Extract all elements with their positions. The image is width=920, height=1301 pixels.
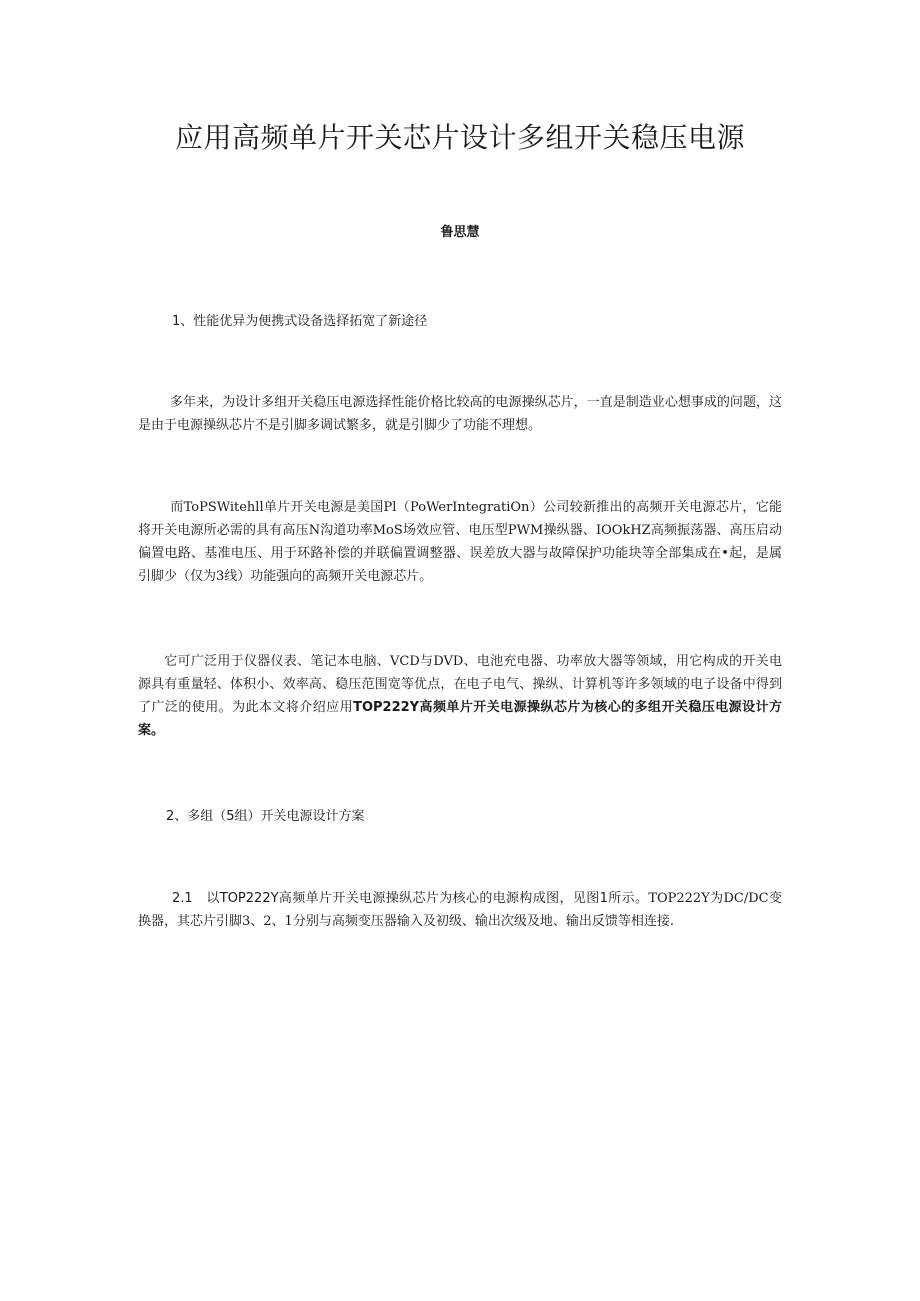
paragraph-4 [138,887,782,933]
document-title: 应用高频单片开关芯片设计多组开关稳压电源 [174,121,745,154]
paragraph-1-text: 多年来，为设计多组开关稳压电源选择性能价格比较高的电源操纵芯片，一直是制造业心想事成的问题，这是由于电源操纵芯片不是引脚多调试繁多，就是引脚少了功能不理想。 [138,395,782,433]
paragraph-3-text: 它可广泛用于仪器仪表、笔记本电脑、VCD与DVD、电池充电器、功率放大器等领域，用它构成的开关电源具有重量轻、体积小、效率高、稳压范围宽等优点，在电子电气、操纵、计算机等许多领域的电子设备中得到了广泛的使用。为此本文将介绍应用 [138,654,782,715]
author-name: 鲁思慧 [440,225,480,240]
paragraph-2 [138,496,782,588]
paragraph-4-text: TOP222Y为DC/DC变换器，其芯片引脚3、2、1分别与高频变压器输入及初级、输出次级及地、输出反馈等相连接. [138,891,782,929]
paragraph-3-bold-text: TOP222Y高频单片开关电源操纵芯片为核心的多组开关稳压电源设计方案。 [138,700,782,738]
paragraph-3 [138,650,782,742]
section-2-heading: 2、多组（5组）开关电源设计方案 [166,809,365,824]
section-1-heading: 1、性能优异为便携式设备选择拓宽了新途径 [172,314,428,329]
paragraph-1 [138,391,782,437]
paragraph-4-lead-text: 2.1 以TOP222Y高频单片开关电源操纵芯片为核心的电源构成图，见图1所示。 [172,891,649,906]
paragraph-2-text: 而ToPSWitehll单片开关电源是美国Pl（PoWerIntegratiOn）公司较新推出的高频开关电源芯片，它能将开关电源所必需的具有高压N沟道功率MoS场效应管、电压型PWM操纵器、IOOkHZ高频振荡器、高压启动偏置电路、基准电压、用于环路补偿的并联偏置调整器、误差放大器与故障保护功能块等全部集成在•起，是属引脚少（仅为3线）功能强向的高频开关电源芯片。 [138,500,782,584]
